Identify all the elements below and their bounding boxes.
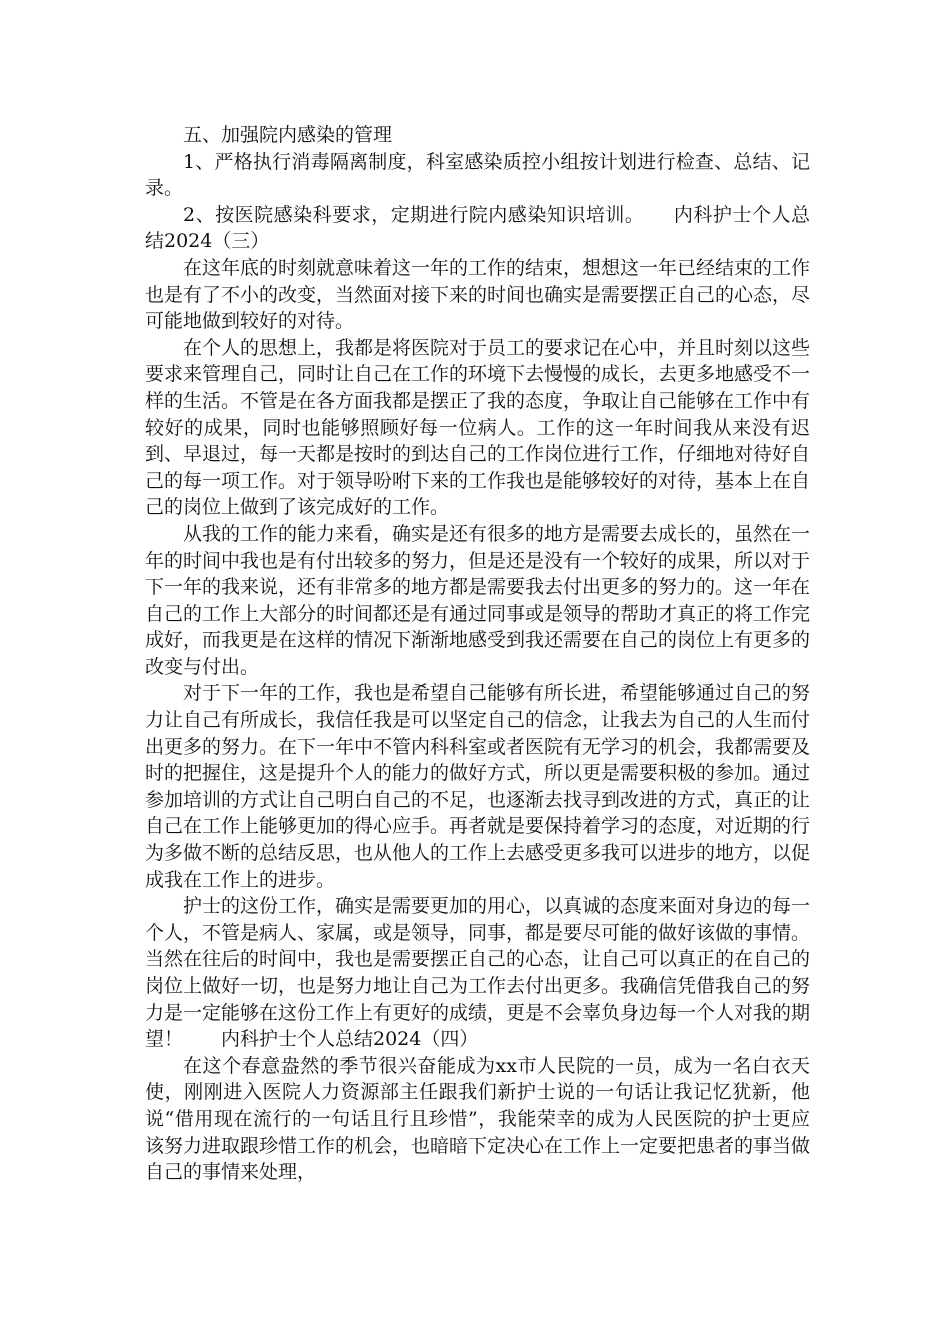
paragraph: 护士的这份工作，确实是需要更加的用心，以真诚的态度来面对身边的每一个人，不管是病人、家属，或是领导，同事，都是要尽可能的做好该做的事情。当然在往后的时间中，我也是需要摆正自己的心态，让自己可以真正的在自己的岗位上做好一切，也是努力地让自己为工作去付出更多。我确信凭借我自己的努力是一定能够在这份工作上有更好的成绩，更是不会辜负身边每一个人对我的期望！ 内科护士个人总结2024（四）: [145, 895, 811, 1051]
document-body: [145, 122, 810, 1186]
paragraph-item-1: 1、严格执行消毒隔离制度，科室感染质控小组按计划进行检查、总结、记录。: [145, 150, 810, 200]
paragraph-item-2: 2、按医院感染科要求，定期进行院内感染知识培训。 内科护士个人总结2024（三）: [145, 203, 810, 253]
paragraph-section-heading: 五、加强院内感染的管理: [183, 124, 393, 146]
paragraph: 在个人的思想上，我都是将医院对于员工的要求记在心中，并且时刻以这些要求来管理自己，同时让自己在工作的环境下去慢慢的成长，去更多地感受不一样的生活。不管是在各方面我都是摆正了我的态度，争取让自己能够在工作中有较好的成果，同时也能够照顾好每一位病人。工作的这一年时间我从来没有迟到、早退过，每一天都是按时的到达自己的工作岗位进行工作，仔细地对待好自己的每一项工作。对于领导吩咐下来的工作我也是能够较好的对待，基本上在自己的岗位上做到了该完成好的工作。: [145, 336, 811, 519]
paragraph: 在这年底的时刻就意味着这一年的工作的结束，想想这一年已经结束的工作也是有了不小的改变，当然面对接下来的时间也确实是需要摆正自己的心态，尽可能地做到较好的对待。: [145, 256, 811, 333]
paragraph: 对于下一年的工作，我也是希望自己能够有所长进，希望能够通过自己的努力让自己有所成长，我信任我是可以坚定自己的信念，让我去为自己的人生而付出更多的努力。在下一年中不管内科科室或者医院有无学习的机会，我都需要及时的把握住，这是提升个人的能力的做好方式，所以更是需要积极的参加。通过参加培训的方式让自己明白自己的不足，也逐渐去找寻到改进的方式，真正的让自己在工作上能够更加的得心应手。再者就是要保持着学习的态度，对近期的行为多做不断的总结反思，也从他人的工作上去感受更多我可以进步的地方，以促成我在工作上的进步。: [145, 682, 811, 891]
paragraph: 在这个春意盎然的季节很兴奋能成为xx市人民院的一员，成为一名白衣天使，刚刚进入医院人力资源部主任跟我们新护士说的一句话让我记忆犹新，他说“借用现在流行的一句话且行且珍惜”，我能荣幸的成为人民医院的护士更应该努力进取跟珍惜工作的机会，也暗暗下定决心在工作上一定要把患者的事当做自己的事情来处理，: [145, 1054, 811, 1184]
paragraph: 从我的工作的能力来看，确实是还有很多的地方是需要去成长的，虽然在一年的时间中我也是有付出较多的努力，但是还是没有一个较好的成果，所以对于下一年的我来说，还有非常多的地方都是需要我去付出更多的努力的。这一年在自己的工作上大部分的时间都还是有通过同事或是领导的帮助才真正的将工作完成好，而我更是在这样的情况下渐渐地感受到我还需要在自己的岗位上有更多的改变与付出。: [145, 522, 811, 678]
